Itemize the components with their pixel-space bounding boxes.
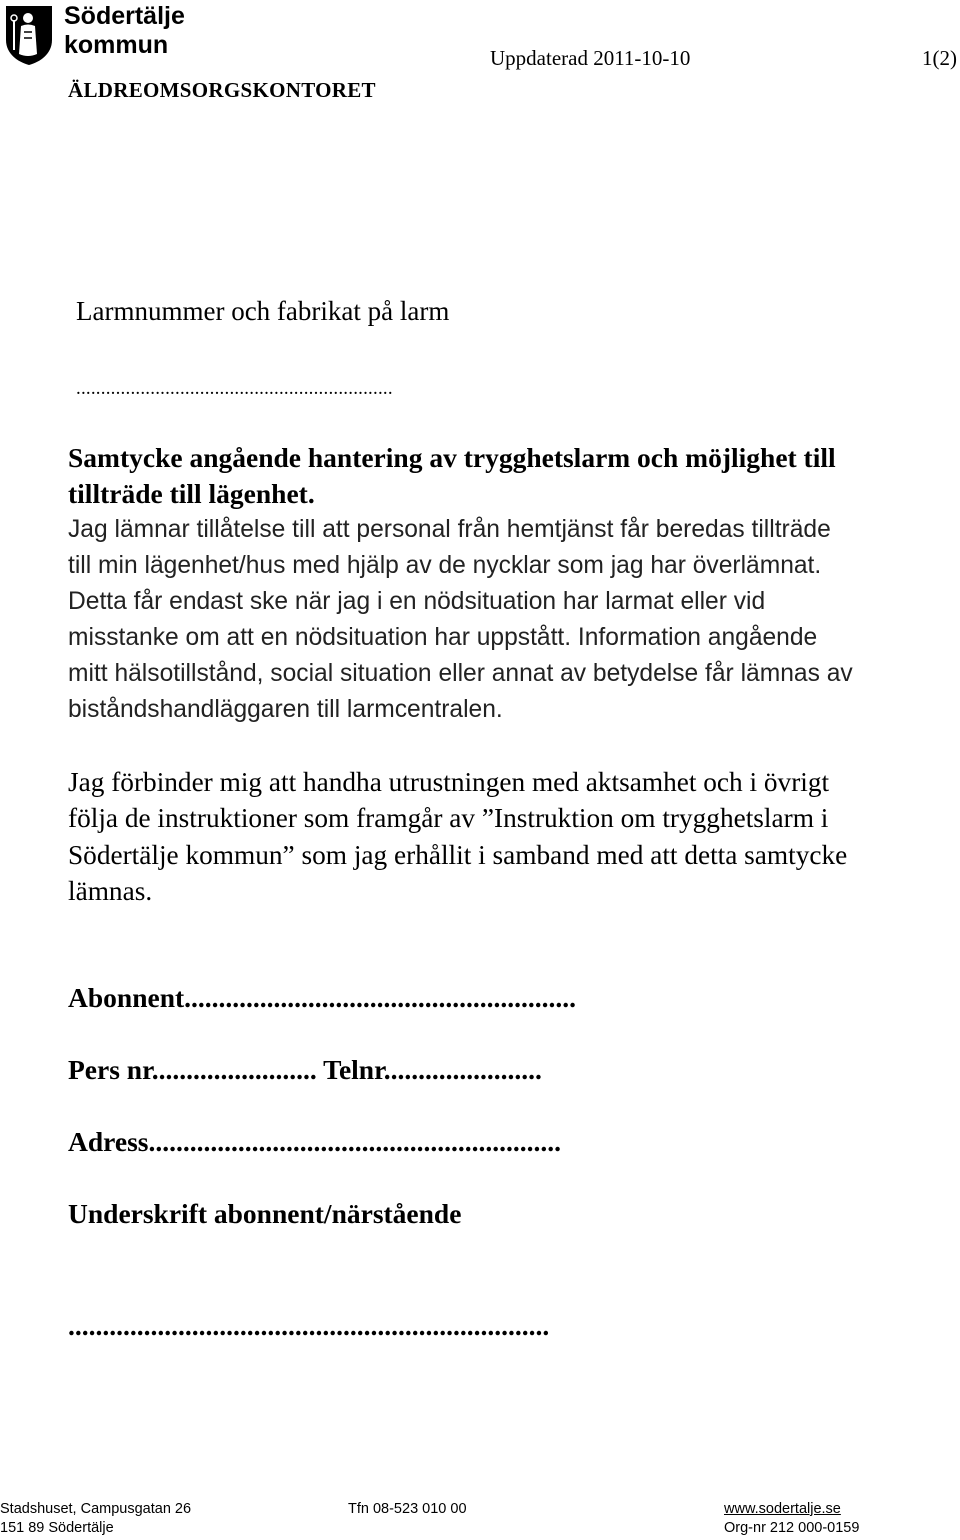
updated-date: Uppdaterad 2011-10-10 bbox=[490, 46, 691, 70]
municipality-shield-icon bbox=[4, 4, 54, 66]
alarm-number-label: Larmnummer och fabrikat på larm bbox=[76, 296, 450, 326]
footer-address-line-2: 151 89 Södertälje bbox=[0, 1520, 114, 1536]
footer-org-number: Org-nr 212 000-0159 bbox=[724, 1520, 860, 1536]
subscriber-field[interactable]: Abonnent......................................................... bbox=[68, 982, 577, 1013]
department-name: ÄLDREOMSORGSKONTORET bbox=[68, 78, 376, 102]
logo-line-1: Södertälje bbox=[64, 2, 185, 30]
footer-phone: Tfn 08-523 010 00 bbox=[348, 1501, 467, 1517]
footer-address bbox=[0, 1500, 191, 1538]
consent-text-part-2: Jag förbinder mig att handha utrustningen med aktsamhet och i övrigt följa de instruktioner som framgår av ”Instruktion om trygghetslarm i Södertälje kommun” som jag erhållit i samband med att detta samtycke lämnas. bbox=[68, 767, 848, 906]
footer-website-link[interactable]: www.sodertalje.se bbox=[724, 1501, 841, 1517]
address-field[interactable]: Adress............................................................ bbox=[68, 1126, 561, 1157]
signature-line[interactable]: ...................................................................... bbox=[68, 1310, 550, 1341]
page-number: 1(2) bbox=[922, 46, 957, 70]
logo-line-2: kommun bbox=[64, 31, 169, 59]
consent-title: Samtycke angående hantering av trygghetslarm och möjlighet till tillträde till lägenhet. bbox=[68, 442, 836, 509]
signature-label: Underskrift abonnent/närstående bbox=[68, 1198, 462, 1229]
footer-web-block bbox=[724, 1500, 859, 1538]
logo-wordmark bbox=[64, 2, 185, 60]
footer-address-line-1: Stadshuset, Campusgatan 26 bbox=[0, 1501, 192, 1517]
alarm-number-field[interactable]: ................................................................ bbox=[76, 378, 393, 399]
personal-number-phone-field[interactable]: Pers nr........................ Telnr....................... bbox=[68, 1054, 542, 1085]
consent-text-part-1: Jag lämnar tillåtelse till att personal från hemtjänst får beredas tillträde till min lägenhet/hus med hjälp av de nycklar som jag har överlämnat. Detta får endast ske när jag i en nödsituation har larmat eller vid misstanke om att en nödsituation har uppstått. Information angående mitt hälsotillstånd, social situation eller annat av betydelse får lämnas av biståndshandläggaren till larmcentralen. bbox=[68, 516, 853, 723]
